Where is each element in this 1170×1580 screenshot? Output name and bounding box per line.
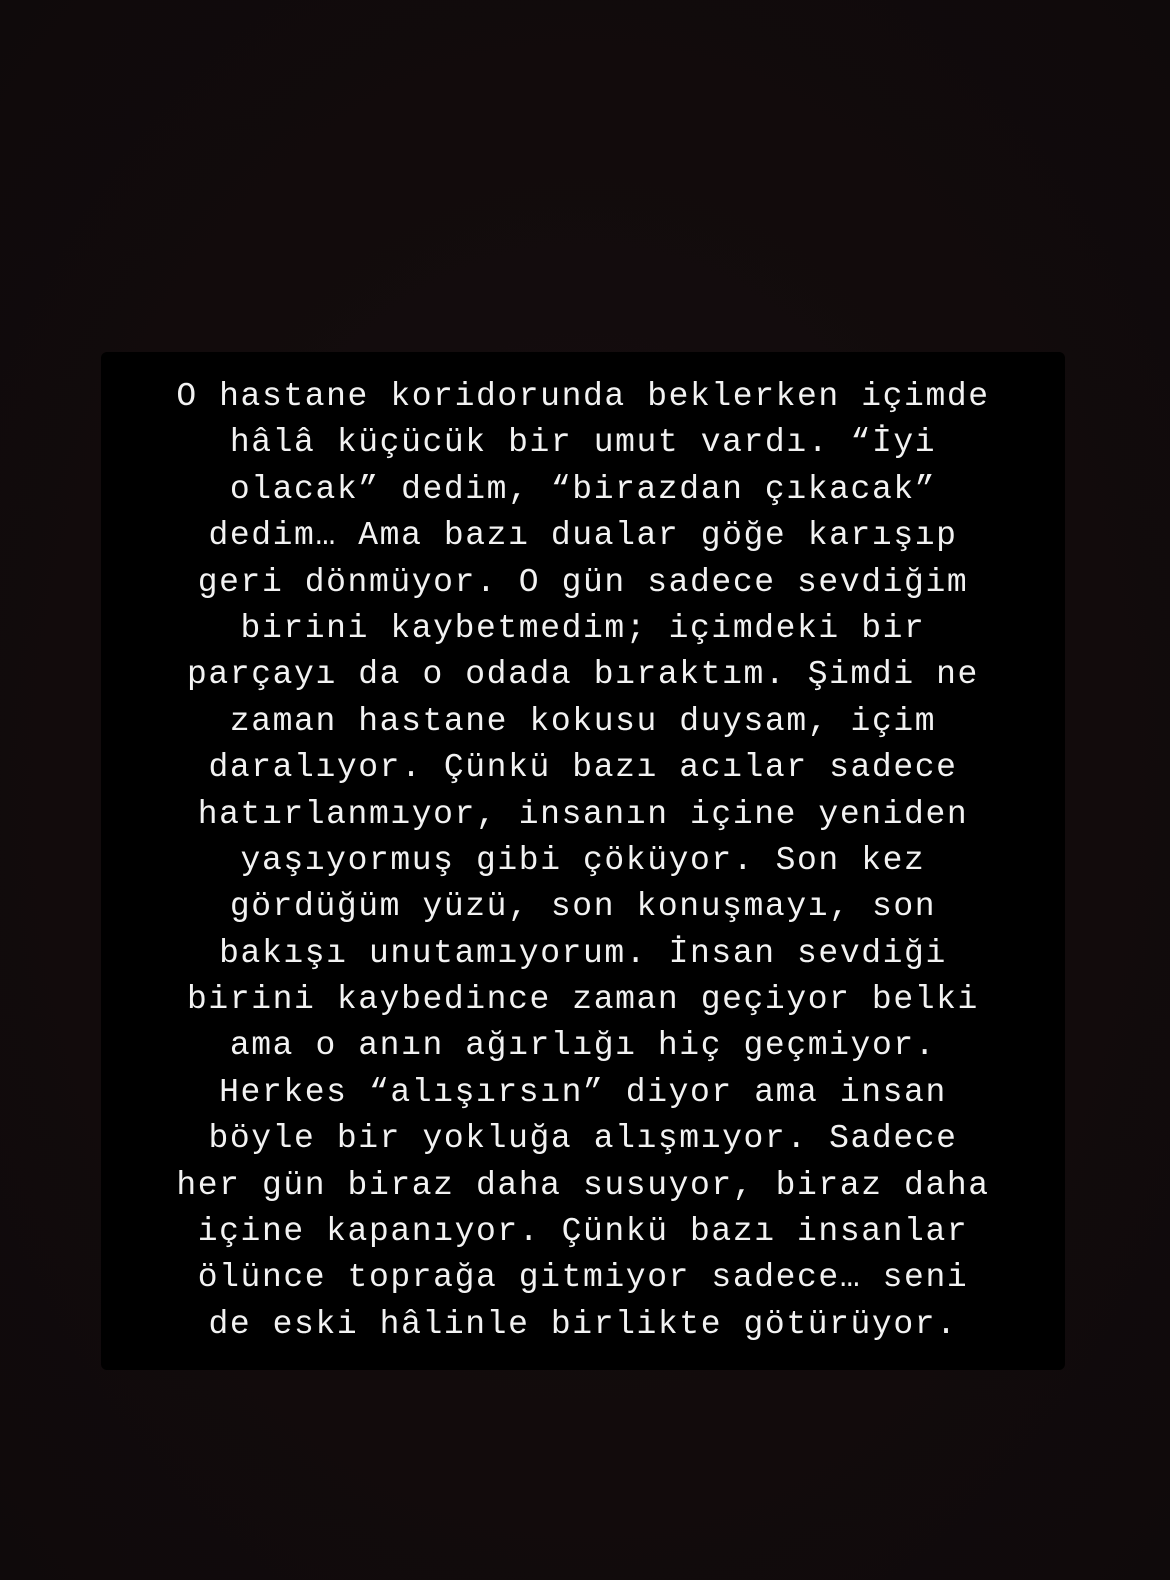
story-text-card [101, 352, 1065, 1370]
story-line: içine kapanıyor. Çünkü bazı insanlar [197, 1213, 969, 1251]
story-line: daralıyor. Çünkü bazı acılar sadece [208, 749, 958, 787]
story-line: gördüğüm yüzü, son konuşmayı, son [229, 888, 937, 926]
story-line: yaşıyormuş gibi çöküyor. Son kez [240, 841, 926, 879]
story-line: olacak” dedim, “birazdan çıkacak” [229, 470, 937, 508]
story-line: geri dönmüyor. O gün sadece sevdiğim [197, 563, 969, 601]
story-line: parçayı da o odada bıraktım. Şimdi ne [187, 656, 979, 694]
story-line: bakışı unutamıyorum. İnsan sevdiği [219, 934, 947, 972]
story-line: O hastane koridorunda beklerken içimde [176, 378, 990, 415]
story-line: birini kaybetmedim; içimdeki bir [240, 609, 926, 647]
story-line: ölünce toprağa gitmiyor sadece… seni [197, 1259, 969, 1297]
story-line: hatırlanmıyor, insanın içine yeniden [197, 795, 969, 833]
story-line: ama o anın ağırlığı hiç geçmiyor. [229, 1027, 937, 1065]
story-line: Herkes “alışırsın” diyor ama insan [219, 1073, 947, 1111]
story-line: her gün biraz daha susuyor, biraz daha [176, 1166, 990, 1204]
story-line: dedim… Ama bazı dualar göğe karışıp [208, 517, 958, 555]
story-line: de eski hâlinle birlikte götürüyor. [208, 1305, 958, 1343]
story-line: zaman hastane kokusu duysam, içim [229, 702, 937, 740]
story-line: hâlâ küçücük bir umut vardı. “İyi [229, 424, 937, 462]
story-line: birini kaybedince zaman geçiyor belki [187, 981, 979, 1019]
story-line: böyle bir yokluğa alışmıyor. Sadece [208, 1120, 958, 1158]
